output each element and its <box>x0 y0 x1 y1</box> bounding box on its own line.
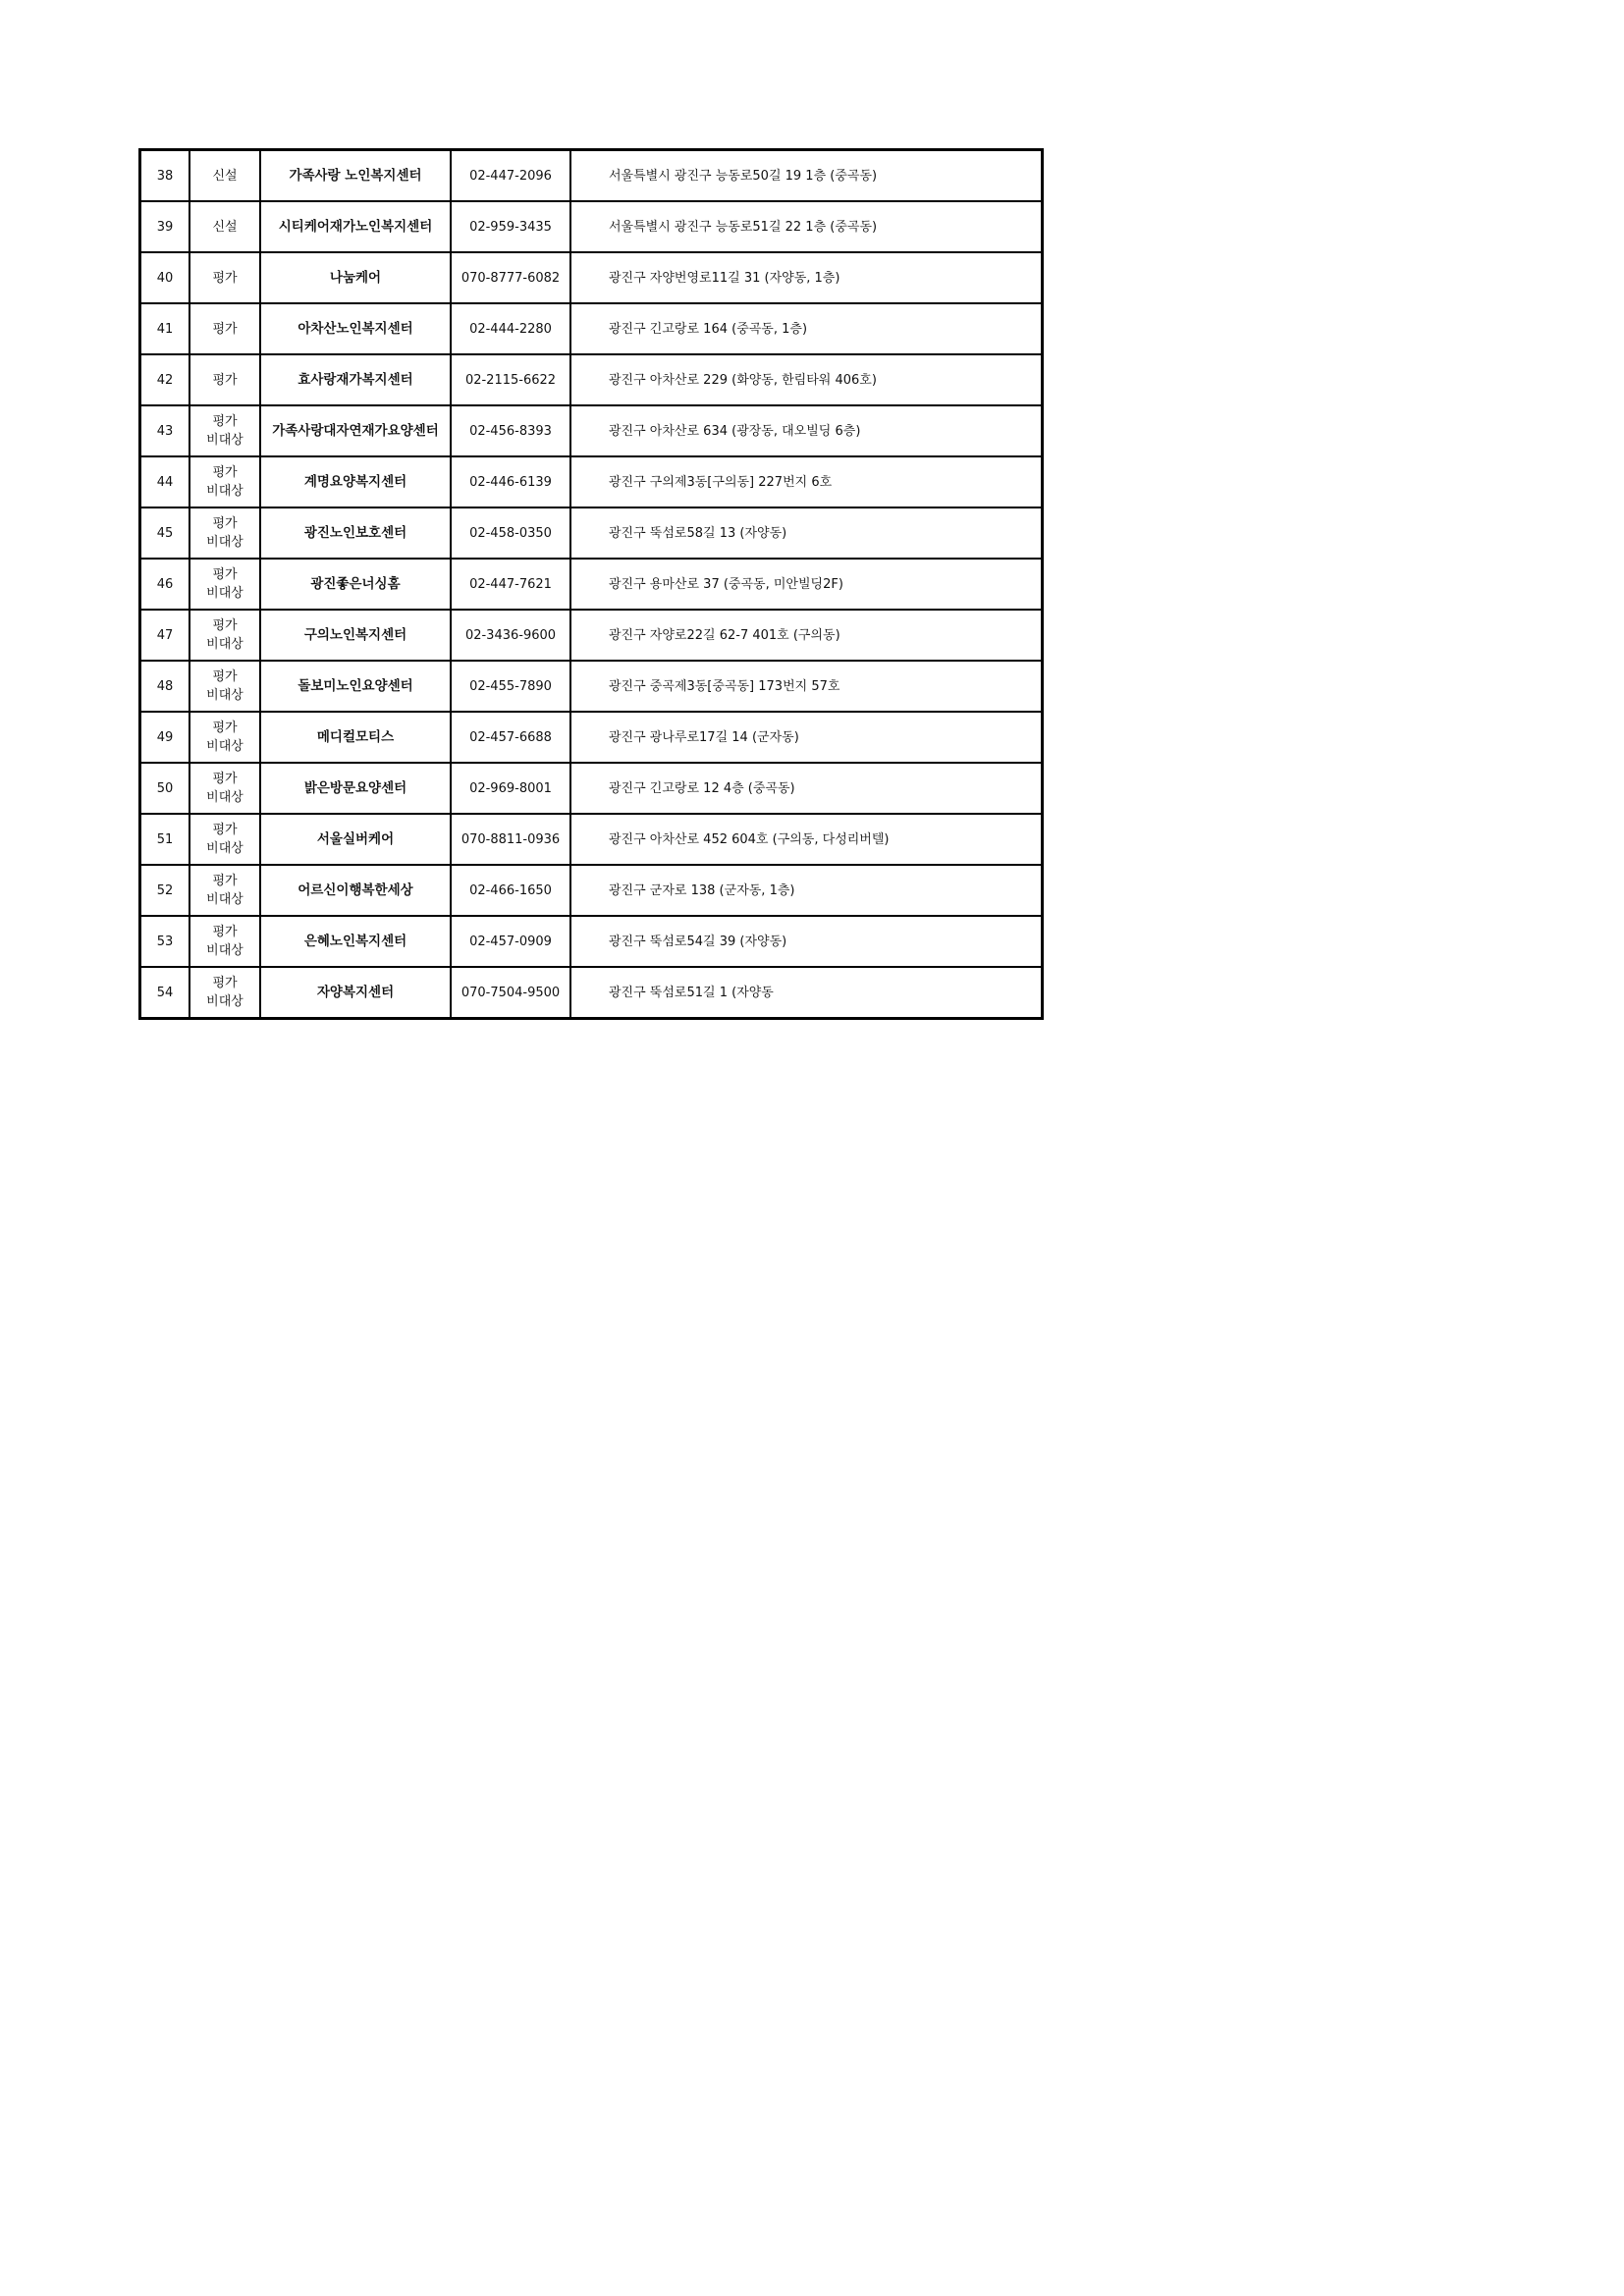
row-number-cell: 54 <box>140 967 190 1019</box>
table-row <box>140 354 1043 405</box>
phone-cell: 02-455-7890 <box>451 661 570 712</box>
category-cell <box>189 814 260 865</box>
category-cell <box>189 507 260 559</box>
table-row <box>140 252 1043 303</box>
category-label: 비대상 <box>206 433 244 448</box>
facility-name-cell: 계명요양복지센터 <box>260 456 451 507</box>
category-cell <box>189 303 260 354</box>
category-cell <box>189 865 260 916</box>
phone-cell: 070-8777-6082 <box>451 252 570 303</box>
address-cell: 광진구 뚝섬로58길 13 (자양동) <box>570 507 1043 559</box>
category-label: 평가 <box>212 321 238 337</box>
table-body <box>140 150 1043 1019</box>
category-label: 평가 <box>212 465 238 480</box>
table-row <box>140 303 1043 354</box>
table-row <box>140 865 1043 916</box>
category-cell <box>189 610 260 661</box>
category-label: 비대상 <box>206 484 244 499</box>
row-number-cell: 47 <box>140 610 190 661</box>
facility-table <box>138 148 1044 1020</box>
category-cell <box>189 354 260 405</box>
category-label: 비대상 <box>206 637 244 652</box>
phone-cell: 02-458-0350 <box>451 507 570 559</box>
address-cell: 광진구 자양번영로11길 31 (자양동, 1층) <box>570 252 1043 303</box>
table-row <box>140 610 1043 661</box>
facility-name-cell: 밝은방문요양센터 <box>260 763 451 814</box>
row-number-cell: 49 <box>140 712 190 763</box>
facility-name-cell: 가족사랑 노인복지센터 <box>260 150 451 202</box>
phone-cell: 02-447-2096 <box>451 150 570 202</box>
table-row <box>140 763 1043 814</box>
facility-name-cell: 메디컬모티스 <box>260 712 451 763</box>
category-label: 평가 <box>212 823 238 837</box>
address-cell: 서울특별시 광진구 능동로50길 19 1층 (중곡동) <box>570 150 1043 202</box>
phone-cell: 02-456-8393 <box>451 405 570 456</box>
address-cell: 광진구 중곡제3동[중곡동] 173번지 57호 <box>570 661 1043 712</box>
category-label: 신설 <box>212 168 238 184</box>
address-cell: 광진구 뚝섬로54길 39 (자양동) <box>570 916 1043 967</box>
phone-cell: 070-7504-9500 <box>451 967 570 1019</box>
facility-name-cell: 나눔케어 <box>260 252 451 303</box>
phone-cell: 02-444-2280 <box>451 303 570 354</box>
phone-cell: 02-3436-9600 <box>451 610 570 661</box>
facility-name-cell: 광진좋은너싱홈 <box>260 559 451 610</box>
category-label: 비대상 <box>206 994 244 1009</box>
row-number-cell: 41 <box>140 303 190 354</box>
category-cell <box>189 252 260 303</box>
table-row <box>140 661 1043 712</box>
category-label: 평가 <box>212 567 238 582</box>
row-number-cell: 50 <box>140 763 190 814</box>
row-number-cell: 39 <box>140 201 190 252</box>
row-number-cell: 38 <box>140 150 190 202</box>
category-cell <box>189 150 260 202</box>
facility-name-cell: 아차산노인복지센터 <box>260 303 451 354</box>
address-cell: 광진구 용마산로 37 (중곡동, 미안빌딩2F) <box>570 559 1043 610</box>
category-label: 평가 <box>212 669 238 684</box>
facility-name-cell: 가족사랑대자연재가요양센터 <box>260 405 451 456</box>
phone-cell: 02-447-7621 <box>451 559 570 610</box>
category-cell <box>189 763 260 814</box>
category-label: 평가 <box>212 516 238 531</box>
phone-cell: 02-457-6688 <box>451 712 570 763</box>
address-cell: 광진구 아차산로 229 (화양동, 한림타워 406호) <box>570 354 1043 405</box>
phone-cell: 02-969-8001 <box>451 763 570 814</box>
table-row <box>140 814 1043 865</box>
category-label: 비대상 <box>206 739 244 754</box>
category-cell <box>189 712 260 763</box>
table-row <box>140 507 1043 559</box>
phone-cell: 02-959-3435 <box>451 201 570 252</box>
row-number-cell: 52 <box>140 865 190 916</box>
facility-name-cell: 구의노인복지센터 <box>260 610 451 661</box>
table-row <box>140 967 1043 1019</box>
phone-cell: 02-2115-6622 <box>451 354 570 405</box>
row-number-cell: 46 <box>140 559 190 610</box>
table-row <box>140 405 1043 456</box>
address-cell: 광진구 아차산로 634 (광장동, 대오빌딩 6층) <box>570 405 1043 456</box>
row-number-cell: 45 <box>140 507 190 559</box>
row-number-cell: 48 <box>140 661 190 712</box>
table-row <box>140 150 1043 202</box>
table-row <box>140 916 1043 967</box>
category-label: 평가 <box>212 772 238 786</box>
category-label: 비대상 <box>206 586 244 601</box>
row-number-cell: 43 <box>140 405 190 456</box>
facility-name-cell: 은혜노인복지센터 <box>260 916 451 967</box>
category-label: 평가 <box>212 976 238 990</box>
facility-name-cell: 자양복지센터 <box>260 967 451 1019</box>
table-row <box>140 201 1043 252</box>
table-row <box>140 559 1043 610</box>
category-cell <box>189 916 260 967</box>
phone-cell: 02-457-0909 <box>451 916 570 967</box>
category-label: 평가 <box>212 372 238 388</box>
address-cell: 광진구 광나루로17길 14 (군자동) <box>570 712 1043 763</box>
address-cell: 광진구 아차산로 452 604호 (구의동, 다성리버텔) <box>570 814 1043 865</box>
category-cell <box>189 201 260 252</box>
category-label: 비대상 <box>206 688 244 703</box>
facility-name-cell: 시티케어재가노인복지센터 <box>260 201 451 252</box>
phone-cell: 02-466-1650 <box>451 865 570 916</box>
address-cell: 광진구 뚝섬로51길 1 (자양동 <box>570 967 1043 1019</box>
row-number-cell: 40 <box>140 252 190 303</box>
category-label: 평가 <box>212 414 238 429</box>
category-label: 비대상 <box>206 535 244 550</box>
phone-cell: 070-8811-0936 <box>451 814 570 865</box>
facility-name-cell: 서울실버케어 <box>260 814 451 865</box>
category-cell <box>189 661 260 712</box>
category-label: 평가 <box>212 721 238 735</box>
category-cell <box>189 559 260 610</box>
category-label: 비대상 <box>206 790 244 805</box>
category-label: 평가 <box>212 618 238 633</box>
category-cell <box>189 456 260 507</box>
phone-cell: 02-446-6139 <box>451 456 570 507</box>
address-cell: 광진구 구의제3동[구의동] 227번지 6호 <box>570 456 1043 507</box>
category-cell <box>189 967 260 1019</box>
category-label: 평가 <box>212 925 238 939</box>
facility-name-cell: 어르신이행복한세상 <box>260 865 451 916</box>
category-label: 평가 <box>212 270 238 286</box>
row-number-cell: 44 <box>140 456 190 507</box>
category-label: 비대상 <box>206 892 244 907</box>
category-label: 비대상 <box>206 943 244 958</box>
table-row <box>140 456 1043 507</box>
category-cell <box>189 405 260 456</box>
facility-name-cell: 광진노인보호센터 <box>260 507 451 559</box>
address-cell: 광진구 긴고랑로 12 4층 (중곡동) <box>570 763 1043 814</box>
address-cell: 서울특별시 광진구 능동로51길 22 1층 (중곡동) <box>570 201 1043 252</box>
address-cell: 광진구 긴고랑로 164 (중곡동, 1층) <box>570 303 1043 354</box>
category-label: 평가 <box>212 874 238 888</box>
table-row <box>140 712 1043 763</box>
address-cell: 광진구 군자로 138 (군자동, 1층) <box>570 865 1043 916</box>
row-number-cell: 51 <box>140 814 190 865</box>
row-number-cell: 53 <box>140 916 190 967</box>
facility-name-cell: 효사랑재가복지센터 <box>260 354 451 405</box>
address-cell: 광진구 자양로22길 62-7 401호 (구의동) <box>570 610 1043 661</box>
row-number-cell: 42 <box>140 354 190 405</box>
facility-name-cell: 돌보미노인요양센터 <box>260 661 451 712</box>
category-label: 신설 <box>212 219 238 235</box>
category-label: 비대상 <box>206 841 244 856</box>
